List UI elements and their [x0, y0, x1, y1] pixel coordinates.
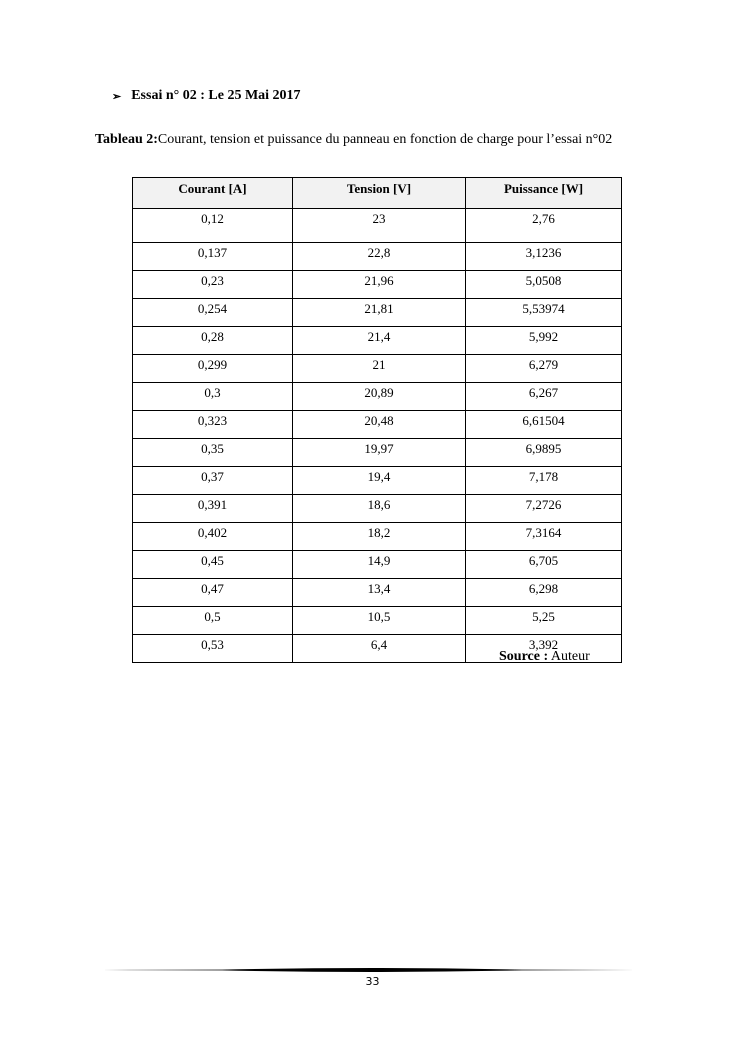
source-label: Source :	[499, 649, 549, 664]
table-row	[133, 243, 622, 271]
table-row	[133, 355, 622, 383]
table-row	[133, 551, 622, 579]
table-row	[133, 383, 622, 411]
cell-courant: 0,12	[133, 209, 293, 243]
table-row	[133, 209, 622, 243]
table-caption	[95, 132, 612, 148]
cell-courant: 0,323	[133, 411, 293, 439]
cell-tension: 18,2	[293, 523, 466, 551]
cell-puissance: 6,298	[466, 579, 622, 607]
table-row	[133, 299, 622, 327]
table-caption-text: Courant, tension et puissance du panneau en fonction de charge pour l’essai n°02	[157, 132, 613, 147]
cell-puissance: 6,705	[466, 551, 622, 579]
cell-puissance: 5,992	[466, 327, 622, 355]
cell-courant: 0,37	[133, 467, 293, 495]
cell-puissance: 7,2726	[466, 495, 622, 523]
cell-courant: 0,53	[133, 635, 293, 663]
cell-courant: 0,137	[133, 243, 293, 271]
page-number: 33	[365, 975, 380, 988]
cell-puissance: 7,178	[466, 467, 622, 495]
cell-tension: 6,4	[293, 635, 466, 663]
cell-puissance: 6,9895	[466, 439, 622, 467]
cell-courant: 0,47	[133, 579, 293, 607]
cell-tension: 19,97	[293, 439, 466, 467]
cell-puissance: 7,3164	[466, 523, 622, 551]
cell-tension: 21,81	[293, 299, 466, 327]
data-table	[132, 177, 622, 663]
arrow-bullet-icon: ➢	[112, 90, 122, 103]
header-tension: Tension [V]	[293, 178, 466, 209]
table-row	[133, 327, 622, 355]
cell-courant: 0,28	[133, 327, 293, 355]
table-row	[133, 523, 622, 551]
table-row	[133, 411, 622, 439]
source-note	[499, 649, 590, 665]
table-row	[133, 439, 622, 467]
cell-courant: 0,45	[133, 551, 293, 579]
cell-courant: 0,5	[133, 607, 293, 635]
source-value: Auteur	[550, 649, 590, 664]
cell-tension: 21,96	[293, 271, 466, 299]
cell-tension: 20,48	[293, 411, 466, 439]
cell-puissance: 6,61504	[466, 411, 622, 439]
table-header-row	[133, 178, 622, 209]
cell-tension: 19,4	[293, 467, 466, 495]
cell-tension: 10,5	[293, 607, 466, 635]
cell-puissance: 3,392	[466, 635, 622, 663]
cell-tension: 20,89	[293, 383, 466, 411]
cell-puissance: 5,0508	[466, 271, 622, 299]
cell-tension: 22,8	[293, 243, 466, 271]
header-courant: Courant [A]	[133, 178, 293, 209]
header-puissance: Puissance [W]	[466, 178, 622, 209]
cell-tension: 21	[293, 355, 466, 383]
cell-courant: 0,254	[133, 299, 293, 327]
table-row	[133, 271, 622, 299]
table-row	[133, 467, 622, 495]
cell-puissance: 6,279	[466, 355, 622, 383]
cell-courant: 0,35	[133, 439, 293, 467]
cell-courant: 0,391	[133, 495, 293, 523]
cell-puissance: 2,76	[466, 209, 622, 243]
cell-courant: 0,299	[133, 355, 293, 383]
table-row	[133, 495, 622, 523]
cell-tension: 21,4	[293, 327, 466, 355]
cell-puissance: 3,1236	[466, 243, 622, 271]
table-row	[133, 607, 622, 635]
cell-puissance: 6,267	[466, 383, 622, 411]
cell-tension: 13,4	[293, 579, 466, 607]
cell-courant: 0,402	[133, 523, 293, 551]
cell-courant: 0,23	[133, 271, 293, 299]
cell-puissance: 5,53974	[466, 299, 622, 327]
section-heading-text: Essai n° 02 : Le 25 Mai 2017	[131, 88, 301, 103]
footer-divider	[102, 965, 642, 975]
cell-tension: 18,6	[293, 495, 466, 523]
cell-puissance: 5,25	[466, 607, 622, 635]
cell-courant: 0,3	[133, 383, 293, 411]
section-heading	[112, 88, 301, 104]
cell-tension: 23	[293, 209, 466, 243]
table-row	[133, 579, 622, 607]
cell-tension: 14,9	[293, 551, 466, 579]
table-caption-label: Tableau 2:	[95, 132, 158, 147]
